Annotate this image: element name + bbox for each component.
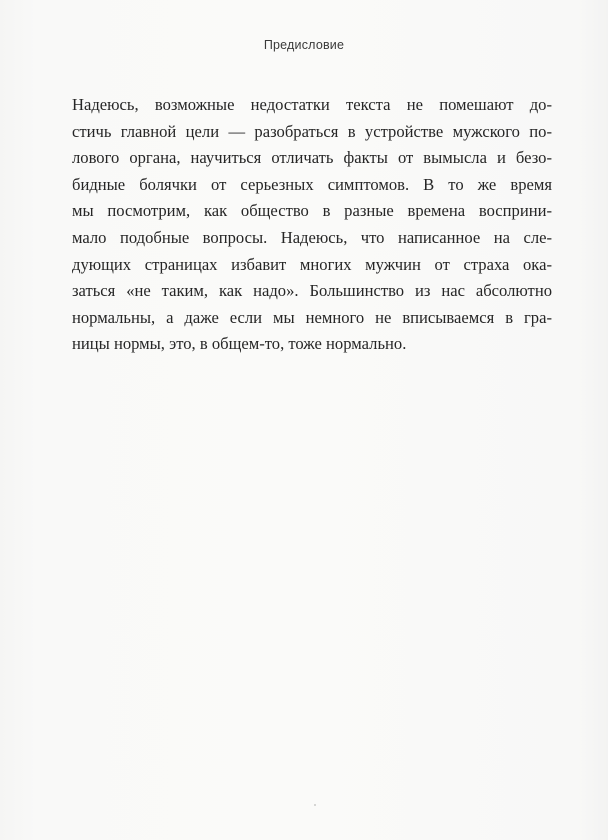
text-line: лового органа, научиться отличать факты от вымысла и безо- <box>72 148 552 168</box>
text-line: мы посмотрим, как общество в разные времена восприни- <box>72 201 552 221</box>
text-line: стичь главной цели — разобраться в устройстве мужского по- <box>72 121 552 141</box>
text-line: бидные болячки от серьезных симптомов. В то же время <box>72 174 552 194</box>
text-line: дующих страницах избавит многих мужчин от страха ока- <box>72 254 552 274</box>
text-line: ницы нормы, это, в общем-то, тоже нормально. <box>72 334 407 354</box>
paper-speck <box>314 804 316 806</box>
text-line: Надеюсь, возможные недостатки текста не помешают до- <box>72 95 552 114</box>
body-paragraph <box>72 92 552 358</box>
text-line: заться «не таким, как надо». Большинство из нас абсолютно <box>72 281 552 301</box>
text-line: мало подобные вопросы. Надеюсь, что написанное на сле- <box>72 227 552 247</box>
running-head: Предисловие <box>263 38 345 52</box>
text-line: нормальны, а даже если мы немного не вписываемся в гра- <box>72 307 552 327</box>
